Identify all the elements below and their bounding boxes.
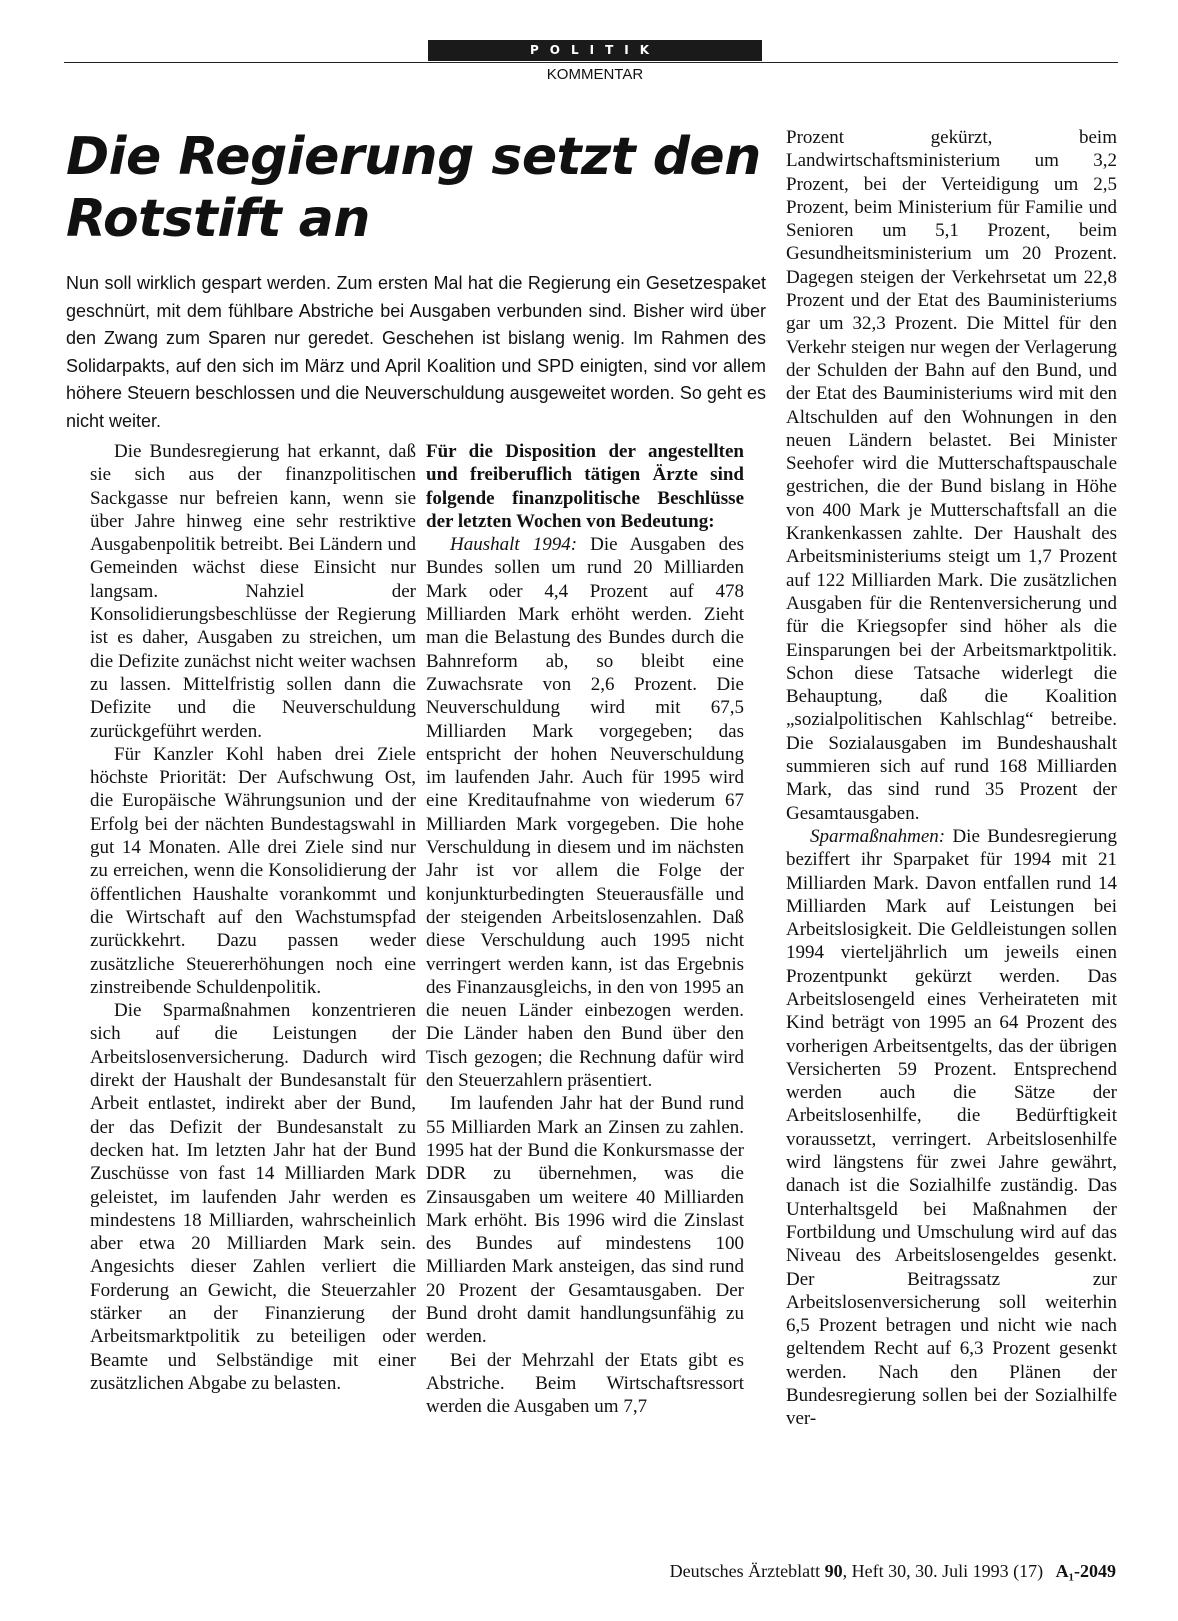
column-intro: Für die Disposition der angestellten und freiberuflich tätigen Ärzte sind folgende finanzpolitische Beschlüsse der letzten Wochen von Bedeutung: [426,441,744,532]
paragraph-label: Sparmaßnahmen: [810,825,946,847]
paragraph: Im laufenden Jahr hat der Bund rund 55 Milliarden Mark an Zinsen zu zahlen. 1995 hat der Bund die Konkursmasse der DDR zu übernehmen, was die Zinsausgaben um weitere 40 Milliarden Mark erhöht. Bis 1996 wird die Zinslast des Bundes auf mindestens 100 Milliarden Mark ansteigen, das sind rund 20 Prozent der Gesamtausgaben. Der Bund droht damit handlungsunfähig zu werden. [426,1093,744,1348]
section-label: POLITIK [428,40,762,61]
paragraph: Prozent gekürzt, beim Landwirtschaftsministerium um 3,2 Prozent, bei der Verteidigung um 2,5 Prozent, beim Ministerium für Familie und Senioren um 5,1 Prozent, beim Gesundheitsministerium um 20 Prozent. Dagegen steigen der Verkehrsetat um 22,8 Prozent und der Etat des Bauministeriums gar um 32,3 Prozent. Die Mittel für den Verkehr steigen nur wegen der Verlagerung der Schulden der Bahn auf den Bund, und der Etat des Bauministeriums wird mit den Altschulden auf den Wohnungen in den neuen Ländern belastet. Bei Minister Seehofer wird die Mutterschaftspauschale gestrichen, die der Bund bislang in Höhe von 400 Mark je Mutterschaftsfall an die Krankenkassen zahlte. Der Haushalt des Arbeitsministeriums steigt um 1,7 Prozent auf 122 Milliarden Mark. Die zusätzlichen Ausgaben für die Rentenversicherung und für die Kriegsopfer sind höher als die Einsparungen bei der Arbeitsmarktpolitik. Schon diese Tatsache widerlegt die Behauptung, daß die Koalition „sozialpolitischen Kahlschlag“ betreibe. Die Sozialausgaben im Bundeshaushalt summieren sich auf rund 168 Milliarden Mark, das sind rund 35 Prozent der Gesamtausgaben. [786,127,1117,824]
lead-paragraph: Nun soll wirklich gespart werden. Zum ersten Mal hat die Regierung ein Gesetzespaket geschnürt, mit dem fühlbare Abstriche bei Ausgaben verbunden sind. Bisher wird über den Zwang zum Sparen nur geredet. Geschehen ist bislang wenig. Im Rahmen des Solidarpakts, auf den sich im März und April Koalition und SPD einigten, sind vor allem höhere Steuern beschlossen und die Neuverschuldung ausgeweitet worden. So geht es nicht weiter. [66,273,766,431]
paragraph-text: Die Ausgaben des Bundes sollen um rund 20 Milliarden Mark oder 4,4 Prozent auf 478 Milliarden Mark erhöht werden. Zieht man die Belastung des Bundes durch die Bahnreform ab, so bleibt eine Zuwachsrate von 2,6 Prozent. Die Neuverschuldung wird mit 67,5 Milliarden Mark vorgegeben; das entspricht der hohen Neuverschuldung im laufenden Jahr. Auch für 1995 wird eine Kreditaufnahme von wiederum 67 Milliarden Mark vorgegeben. Die hohe Verschuldung in diesem und im nächsten Jahr ist vor allem die Folge der konjunkturbedingten Steuerausfälle und der steigenden Arbeitslosenzahlen. Daß diese Verschuldung auch 1995 nicht verringert werden kann, ist das Ergebnis des Finanzausgleichs, in den von 1995 an die neuen Länder einbezogen werden. Die Länder haben den Bund über den Tisch gezogen; die Rechnung dafür wird den Steuerzahlern präsentiert. [426,534,744,1092]
paragraph: Für Kanzler Kohl haben drei Ziele höchste Priorität: Der Aufschwung Ost, die Europäische Währungsunion und der Erfolg bei der nächten Bundestagswahl in gut 14 Monaten. Alle drei Ziele sind nur zu erreichen, wenn die Konsolidierung der öffentlichen Haushalte vorankommt und die Wirtschaft auf den Wachstumspfad zurückkehrt. Dazu passen weder zusätzliche Steuererhöhungen noch eine zinstreibende Schuldenpolitik. [90,743,416,998]
issue-date: , Heft 30, 30. Juli 1993 (17) [842,1561,1044,1581]
header-rule [64,62,1118,63]
paragraph [786,825,1117,1431]
paragraph-text: Die Bundesregierung beziffert ihr Sparpaket für 1994 mit 21 Milliarden Mark. Davon entfallen rund 14 Milliarden Mark auf Leistungen bei Arbeitslosigkeit. Die Geldleistungen sollen 1994 vierteljährlich um jeweils einen Prozentpunkt gekürzt werden. Das Arbeitslosengeld eines Verheirateten mit Kind beträgt von 1995 an 64 Prozent des vorherigen Arbeitsentgelts, das der übrigen Versicherten 59 Prozent. Entsprechend werden auch die Sätze der Arbeitslosenhilfe, die Bedürftigkeit voraussetzt, verringert. Arbeitslosenhilfe wird längstens für zwei Jahre gewährt, danach ist die Sozialhilfe zuständig. Das Unterhaltsgeld bei Maßnahmen der Fortbildung und Umschulung wird auf das Niveau des Arbeitslosengeldes gesenkt. Der Beitragssatz zur Arbeitslosenversicherung soll weiterhin 6,5 Prozent betragen und nicht wie nach geltendem Recht auf 6,3 Prozent gesenkt werden. Nach den Plänen der Bundesregierung sollen bei der Sozialhilfe ver- [786,825,1117,1430]
paragraph [426,533,744,1092]
column-1 [90,440,416,1395]
paragraph: Bei der Mehrzahl der Etats gibt es Abstriche. Beim Wirtschaftsressort werden die Ausgaben um 7,7 [426,1349,744,1418]
paragraph: Die Bundesregierung hat erkannt, daß sie sich aus der finanzpolitischen Sackgasse nur befreien kann, wenn sie über Jahre hinweg eine sehr restriktive Ausgabenpolitik betreibt. Bei Ländern und Gemeinden wächst diese Einsicht nur langsam. Nahziel der Konsolidierungsbeschlüsse der Regierung ist es daher, Ausgaben zu streichen, um die Defizite zunächst nicht weiter wachsen zu lassen. Mittelfristig sollen dann die Defizite und die Neuverschuldung zurückgeführt werden. [90,441,416,742]
headline: Die Regierung setzt den Rotstift an [66,127,761,249]
volume-number: 90 [824,1561,843,1581]
kicker: KOMMENTAR [546,66,644,83]
paragraph: Die Sparmaßnahmen konzentrieren sich auf die Leistungen der Arbeitslosenversicherung. Dadurch wird direkt der Haushalt der Bundesanstalt für Arbeit entlastet, indirekt aber der Bund, der das Defizit der Bundesanstalt zu decken hat. Im letzten Jahr hat der Bund Zuschüsse von fast 14 Milliarden Mark geleistet, im laufenden Jahr werden es mindestens 18 Milliarden, wahrscheinlich aber etwa 20 Milliarden Mark sein. Angesichts dieser Zahlen verliert die Forderung an Gewicht, die Steuerzahler stärker an der Finanzierung der Arbeitsmarktpolitik zu beteiligen oder Beamte und Selbständige mit einer zusätzlichen Abgabe zu belasten. [90,1000,416,1394]
paragraph-label: Haushalt 1994: [450,534,578,556]
column-3 [786,126,1117,1431]
column-2 [426,440,744,1418]
page-footer [670,1561,1116,1582]
journal-name: Deutsches Ärzteblatt [669,1561,821,1581]
page-number: A₁-2049 [1055,1561,1116,1581]
